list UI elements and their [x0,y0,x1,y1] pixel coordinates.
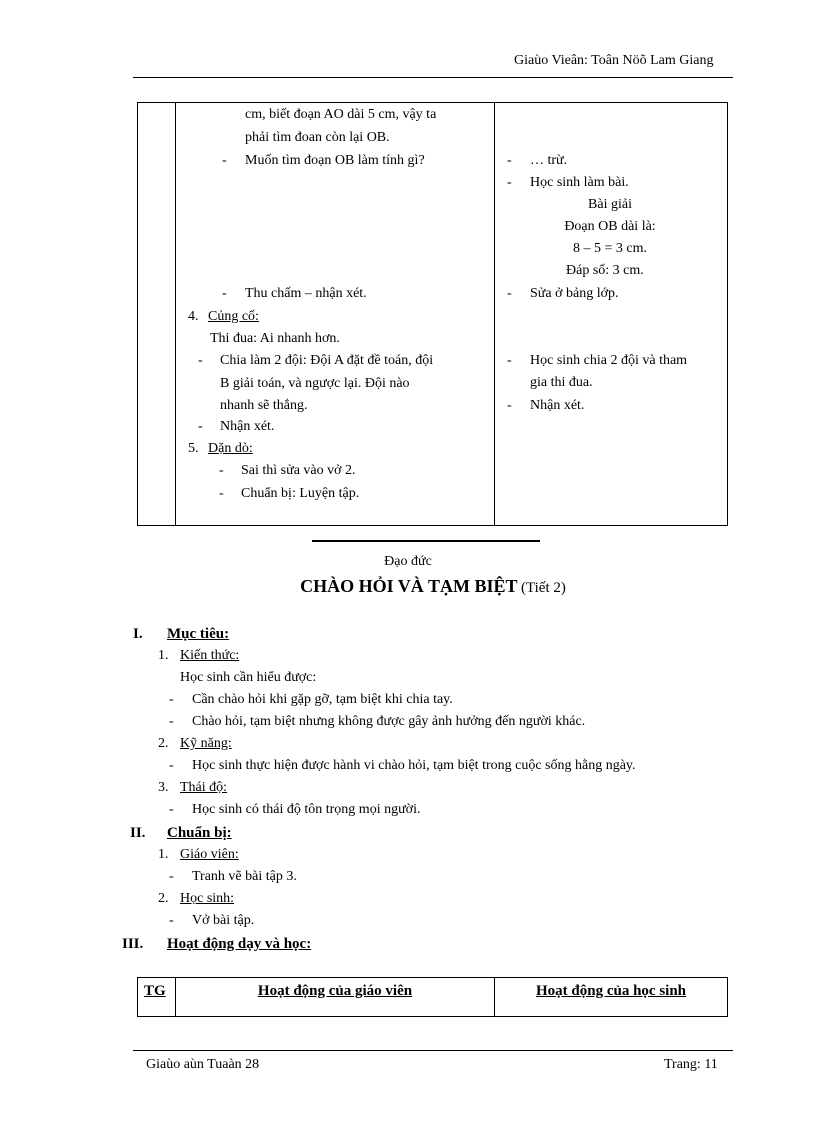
bullet-dash: - [507,175,512,190]
bullet-dash: - [507,153,512,168]
bullet-dash: - [169,802,174,817]
bullet-dash: - [222,286,227,301]
bullet-dash: - [169,758,174,773]
column-header-tg: TG [144,983,166,999]
bullet-dash: - [169,714,174,729]
lesson-subject: Đạo đức [384,554,432,569]
student-line: Đáp số: 3 cm. [566,263,644,278]
text-line: Học sinh cần hiểu được: [180,670,317,685]
teacher-line: Thu chấm – nhận xét. [245,286,367,301]
section-title: Mục tiêu: [167,626,230,642]
student-line: Bài giải [588,197,632,212]
bullet-text: Học sinh thực hiện được hành vi chào hỏi, tạm biệt trong cuộc sống hằng ngày. [192,758,636,773]
student-line: Sửa ở bảng lớp. [530,286,619,301]
column-header-student: Hoạt động của học sinh [535,983,687,999]
item-number: 5. [188,441,199,456]
lesson-title-row [0,576,816,597]
bullet-text: Cần chào hỏi khi gặp gỡ, tạm biệt khi chia tay. [192,692,453,707]
bullet-dash: - [169,913,174,928]
subsection-number: 1. [158,648,169,663]
lesson-title: CHÀO HỎI VÀ TẠM BIỆT [300,576,518,596]
lesson-separator [312,540,540,542]
item-number: 4. [188,309,199,324]
bullet-dash: - [169,692,174,707]
bullet-text: Học sinh có thái độ tôn trọng mọi người. [192,802,421,817]
student-line: gia thi đua. [530,375,593,390]
bullet-text: Vở bài tập. [192,913,255,928]
footer-rule [133,1050,733,1051]
item-heading: Dặn dò: [208,441,253,456]
teacher-line: phải tìm đoan còn lại OB. [245,130,390,145]
subsection-number: 3. [158,780,169,795]
bullet-dash: - [169,869,174,884]
subsection-title: Kiến thức: [180,648,240,663]
header-rule [133,77,733,78]
student-line: Đoạn OB dài là: [564,219,656,234]
bullet-text: Chào hỏi, tạm biệt nhưng không được gây ảnh hưởng đến người khác. [192,714,586,729]
student-line: Nhận xét. [530,398,585,413]
subsection-number: 2. [158,891,169,906]
bullet-dash: - [198,419,203,434]
header-teacher: Giaùo Vieân: Toân Nöõ Lam Giang [514,53,714,68]
student-line: Học sinh làm bài. [530,175,629,190]
subsection-number: 1. [158,847,169,862]
bullet-dash: - [507,398,512,413]
bullet-dash: - [507,353,512,368]
section-number: II. [130,825,146,841]
bullet-dash: - [222,153,227,168]
student-line: … trừ. [530,153,568,168]
teacher-line: Muốn tìm đoạn OB làm tính gì? [245,153,425,168]
footer-left: Giaùo aùn Tuaàn 28 [146,1057,260,1072]
subsection-title: Học sinh: [180,891,235,906]
section-number: III. [122,936,144,952]
teacher-line: Chuẩn bị: Luyện tập. [241,486,360,501]
subsection-title: Kỹ năng: [180,736,232,751]
teacher-line: cm, biết đoạn AO dài 5 cm, vậy ta [245,107,437,122]
teacher-line: B giải toán, và ngược lại. Đội nào [220,376,410,391]
teacher-line: Nhận xét. [220,419,275,434]
item-heading: Củng cố: [208,309,259,324]
student-line: Học sinh chia 2 đội và tham [530,353,688,368]
subsection-number: 2. [158,736,169,751]
section-number: I. [133,626,143,642]
bullet-dash: - [198,353,203,368]
bullet-dash: - [507,286,512,301]
column-header-teacher: Hoạt động của giáo viên [257,983,413,999]
section-title: Hoạt động dạy và học: [167,936,312,952]
student-line: 8 – 5 = 3 cm. [573,241,647,256]
teacher-line: nhanh sẽ thắng. [220,398,308,413]
bullet-dash: - [219,463,224,478]
teacher-line: Sai thì sửa vào vở 2. [241,463,356,478]
subsection-title: Thái độ: [180,780,228,795]
teacher-line: Chia làm 2 đội: Đội A đặt đề toán, đội [220,353,434,368]
subsection-title: Giáo viên: [180,847,239,862]
section-title: Chuẩn bị: [167,825,232,841]
bullet-text: Tranh vẽ bài tập 3. [192,869,297,884]
lesson-period: (Tiết 2) [521,580,566,596]
footer-page: Trang: 11 [664,1057,718,1072]
bullet-dash: - [219,486,224,501]
teacher-line: Thi đua: Ai nhanh hơn. [210,331,340,346]
